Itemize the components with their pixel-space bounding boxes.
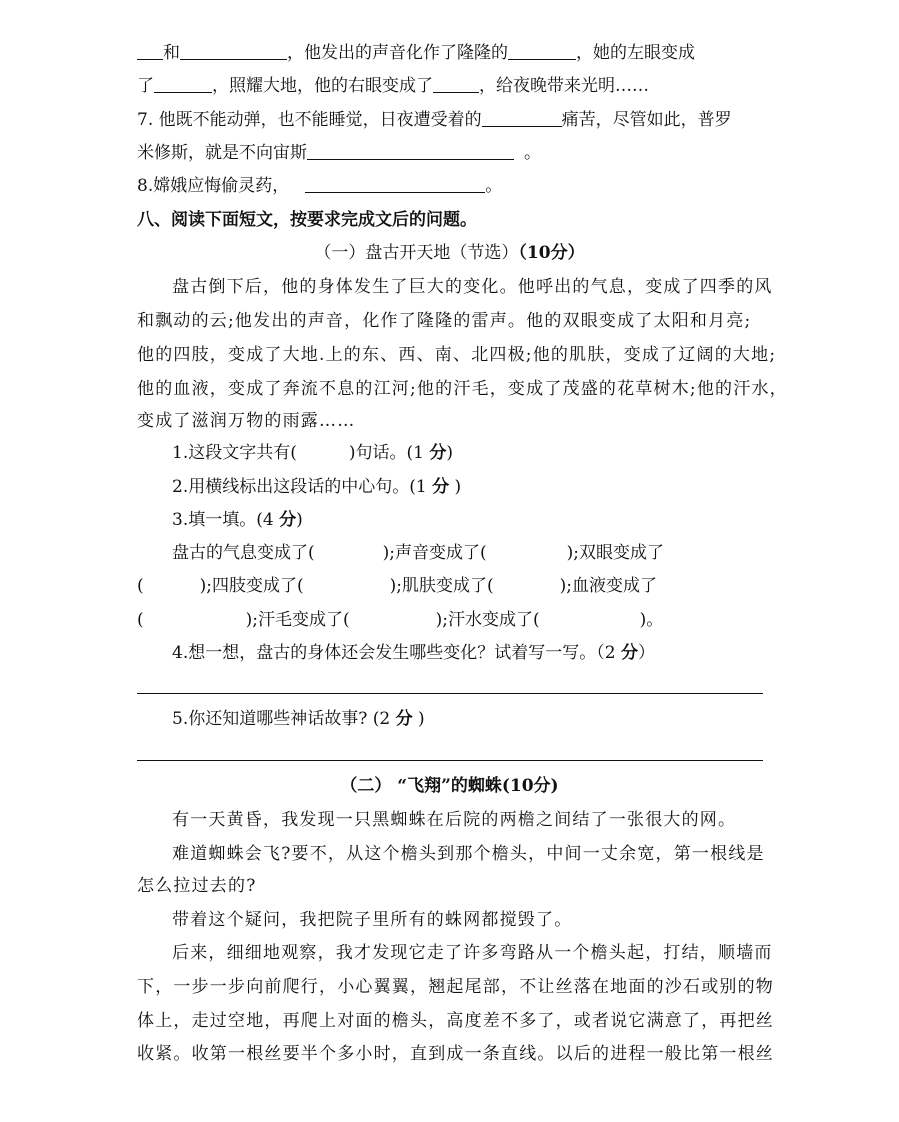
text-segment: ，给夜晚带来光明…… [479, 76, 649, 96]
passage-2-title: （二） “飞翔”的蜘蛛(10分) [340, 776, 559, 796]
passage-line: 和飘动的云;他发出的声音，化作了隆隆的雷声。他的双眼变成了太阳和月亮; [137, 311, 752, 331]
question-text: 1.这段文字共有( [172, 443, 297, 463]
text-segment: 盘古的气息变成了( [172, 543, 315, 563]
fill-line-2 [137, 74, 649, 98]
text-segment: 。 [524, 143, 541, 163]
text-segment: ) [446, 443, 453, 463]
text-segment: 。 [485, 176, 503, 196]
text-segment: ） [637, 643, 655, 663]
score-unit: 分 [432, 477, 450, 497]
question-text: 4.想一想，盘古的身体还会发生哪些变化？试着写一写。（2 [172, 643, 621, 663]
answer-blank[interactable] [180, 41, 287, 60]
score-unit: 分 [395, 709, 413, 729]
answer-blank[interactable] [137, 41, 163, 60]
question-text: 7. 他既不能动弹，也不能睡觉，日夜遭受着的 [137, 110, 482, 130]
passage-line: 他的四肢，变成了大地.上的东、西、南、北四极;他的肌肤，变成了辽阔的大地; [137, 345, 777, 365]
text-segment: );肌肤变成了( [389, 576, 494, 596]
text-segment: );声音变成了( [382, 543, 487, 563]
text-segment: 和 [163, 43, 180, 63]
text-segment: 了 [137, 76, 154, 96]
section-heading: 八、阅读下面短文，按要求完成文后的问题。 [137, 210, 477, 230]
question-1 [172, 441, 453, 465]
question-text: 8.嫦娥应悔偷灵药， [137, 176, 290, 196]
answer-blank[interactable] [154, 74, 212, 93]
answer-blank[interactable] [508, 41, 576, 60]
answer-blank[interactable] [482, 108, 562, 127]
answer-line[interactable] [137, 760, 763, 761]
text-segment: );汗水变成了( [435, 610, 540, 630]
text-segment: 痛苦，尽管如此，普罗 [561, 110, 732, 130]
passage-line: 他的血液，变成了奔流不息的江河;他的汗毛，变成了茂盛的花草树木;他的汗水， [137, 379, 788, 399]
passage-1-title [0, 241, 899, 265]
text-segment: ) [412, 709, 425, 729]
passage-line: 收紧。收第一根丝要半个多小时，直到成一条直线。以后的进程一般比第一根丝 [137, 1044, 774, 1064]
answer-blank[interactable] [433, 74, 479, 93]
question-7-cont [137, 141, 541, 165]
fill-row-3 [137, 608, 663, 632]
text-segment: ( [137, 610, 144, 630]
passage-line: 体上，走过空地，再爬上对面的檐头，高度差不多了，或者说它满意了，再把丝 [137, 1011, 774, 1031]
text-segment: )。 [639, 610, 664, 630]
score-unit: 分 [279, 510, 297, 530]
passage-line: 带着这个疑问，我把院子里所有的蛛网都搅毁了。 [172, 910, 573, 930]
question-8 [137, 174, 502, 198]
text-segment: ，她的左眼变成 [576, 43, 695, 63]
text-segment: ，照耀大地，他的右眼变成了 [212, 76, 433, 96]
passage-line: 后来，细细地观察，我才发现它走了许多弯路从一个檐头起，打结，顺墙而 [172, 943, 773, 963]
text-segment: ) [449, 477, 462, 497]
passage-line: 难道蜘蛛会飞?要不，从这个檐头到那个檐头，中间一丈余宽，第一根线是 [172, 844, 765, 864]
fill-row-2 [137, 574, 657, 598]
question-text: 3.填一填。(4 [172, 510, 280, 530]
text-segment: );双眼变成了 [566, 543, 665, 563]
fill-line-1 [137, 41, 695, 65]
answer-line[interactable] [137, 693, 763, 694]
question-4 [172, 641, 655, 665]
question-text: 2.用横线标出这段话的中心句。(1 [172, 477, 433, 497]
passage-line: 怎么拉过去的? [137, 876, 257, 896]
question-text: 5.你还知道哪些神话故事? (2 [172, 709, 396, 729]
question-5 [172, 707, 425, 731]
score-unit: 分 [620, 643, 638, 663]
question-3 [172, 508, 303, 532]
text-segment: );血液变成了 [559, 576, 658, 596]
title-text: （一）盘古开天地（节选） [314, 243, 519, 263]
question-2 [172, 475, 461, 499]
fill-row-1 [172, 541, 664, 565]
passage-line: 下，一步一步向前爬行，小心翼翼，翘起尾部，不让丝落在地面的沙石或别的物 [137, 977, 774, 997]
question-text: 米修斯，就是不向宙斯 [137, 143, 307, 163]
answer-blank[interactable] [305, 174, 485, 193]
text-segment: ) [296, 510, 303, 530]
passage-line: 有一天黄昏，我发现一只黑蜘蛛在后院的两檐之间结了一张很大的网。 [172, 810, 737, 830]
passage-line: 盘古倒下后，他的身体发生了巨大的变化。他呼出的气息，变成了四季的风 [172, 277, 773, 297]
score-unit: 分 [429, 443, 447, 463]
text-segment: ，他发出的声音化作了隆隆的 [287, 43, 508, 63]
text-segment: );汗毛变成了( [245, 610, 350, 630]
text-segment: );四肢变成了( [199, 576, 304, 596]
text-segment: ( [137, 576, 144, 596]
score-text: （10分） [518, 243, 585, 263]
passage-line: 变成了滋润万物的雨露…… [137, 411, 356, 431]
answer-blank[interactable] [307, 141, 514, 160]
question-text: )句话。(1 [348, 443, 430, 463]
question-7 [137, 108, 732, 132]
